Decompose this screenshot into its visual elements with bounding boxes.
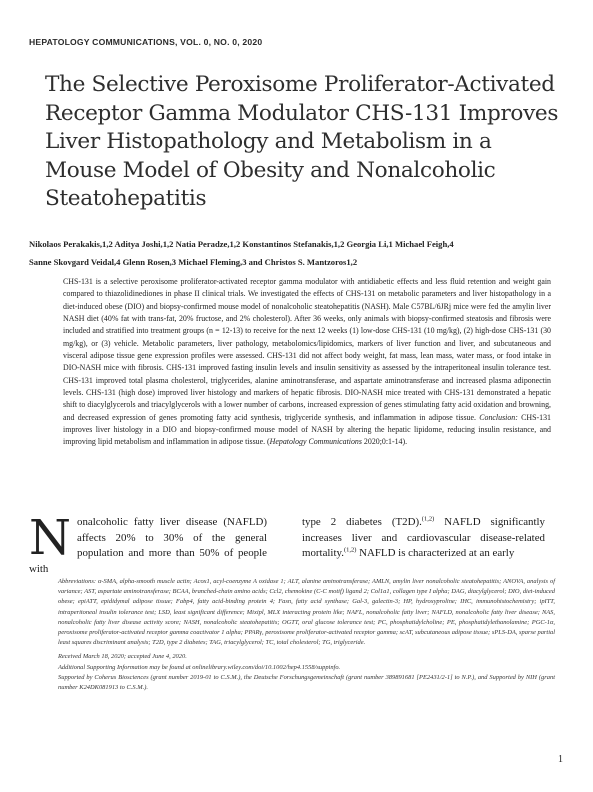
citation-ref-2: (1,2) [343, 546, 357, 554]
author-list [29, 235, 569, 271]
body-text-right-c: NAFLD is characterized at an early [356, 547, 515, 560]
body-text-left: onalcoholic fatty liver disease (NAFLD) affects 20% to 30% of the general population and more than 50% of people with [29, 516, 267, 575]
funding-note: Supported by Coherus Biosciences (grant number 2019-01 to C.S.M.), the Deutsche Forschungsgemeinschaft (grant number 389891681 [PE2431/2-1] to N.P.), and Supported by NIH (grant number K24DK081913 to C.S.M.). [58, 673, 555, 692]
citation-ref-1: (1,2) [421, 515, 435, 523]
footnotes [58, 577, 555, 693]
article-title: The Selective Peroxisome Proliferator-Activated Receptor Gamma Modulator CHS-131 Improves Liver Histopathology and Metabolism in a Mouse Model of Obesity and Nonalcoholic Steatohepatitis [45, 72, 559, 212]
abstract-main: CHS-131 is a selective peroxisome proliferator-activated receptor gamma modulator with antidiabetic effects and less fluid retention and weight gain compared to thiazolidinediones in phase II clinical trials. We investigated the effects of CHS-131 on metabolic parameters and liver histopathology in a diet-induced obese (DIO) and biopsy-confirmed mouse model of nonalcoholic steatohepatitis (NASH). Male C57BL/6JRj mice were fed the amylin liver NASH diet (40% fat with trans-fat, 20% fructose, and 2% cholesterol). After 36 weeks, only animals with biopsy-confirmed steatosis and fibrosis were included and stratified into treatment groups (n = 12-13) to receive for the next 12 weeks (1) low-dose CHS-131 (10 mg/kg), (2) high-dose CHS-131 (30 mg/kg), or (3) vehicle. Metabolic parameters, liver pathology, metabolomics/lipidomics, markers of liver function and liver, and subcutaneous and visceral adipose tissue gene expression profiles were assessed. CHS-131 did not affect body weight, fat mass, lean mass, water mass, or food intake in DIO-NASH mice with fibrosis. CHS-131 improved fasting insulin levels and insulin sensitivity as assessed by the intraperitoneal insulin tolerance test. CHS-131 improved total plasma cholesterol, triglycerides, alanine aminotransferase, and aspartate aminotransferase and increased plasma adiponectin levels. CHS-131 (high dose) improved liver histology and markers of hepatic fibrosis. DIO-NASH mice treated with CHS-131 demonstrated a hepatic shift to diacylglycerols and triacylglycerols with a lower number of carbons, increased expression of genes stimulating fatty acid oxidation and browning, and decreased expression of genes promoting fatty acid synthesis, triglyceride synthesis, and inflammation in adipose tissue. [63, 277, 551, 422]
conclusion-label: Conclusion: [479, 412, 518, 422]
citation-rest: 2020;0:1-14). [361, 437, 408, 447]
citation-journal: Hepatology Communications [269, 437, 362, 447]
page-number: 1 [558, 754, 563, 765]
abstract [63, 276, 551, 449]
author-line-2: Sanne Skovgard Veidal,4 Glenn Rosen,3 Michael Fleming,3 and Christos S. Mantzoros1,2 [29, 257, 358, 267]
received-note: Received March 18, 2020; accepted June 4, 2020. [58, 653, 187, 661]
supporting-info-note: Additional Supporting Information may be found at onlinelibrary.wiley.com/doi/10.1002/hep4.1558/suppinfo. [58, 663, 341, 671]
drop-cap: N [29, 510, 71, 566]
body-column-left [29, 510, 267, 577]
abstract-conclusion: CHS-131 improves liver histology in a DIO and biopsy-confirmed mouse model of NASH by altering the hepatic lipidome, reducing insulin resistance, and improving lipid metabolism and inflammation in adipose tissue. ( [63, 412, 551, 447]
body-column-right [302, 515, 545, 562]
body-text-right-b: NAFLD significantly increases liver and cardiovascular disease-related mortality. [302, 516, 545, 560]
journal-header: HEPATOLOGY COMMUNICATIONS, VOL. 0, NO. 0, 2020 [29, 37, 263, 47]
author-line-1: Nikolaos Perakakis,1,2 Aditya Joshi,1,2 Natia Peradze,1,2 Konstantinos Stefanakis,1,2 Georgia Li,1 Michael Feigh,4 [29, 239, 454, 249]
abbreviations-note: Abbreviations: α-SMA, alpha-smooth muscle actin; Acox1, acyl-coenzyme A oxidase 1; ALT, alanine aminotransferase; AMLN, amylin liver nonalcoholic steatohepatitis; ANOVA, analysis of variance; AST, aspartate aminotransferase; BCAA, branched-chain amino acids; Ccl2, chemokine (C-C motif) ligand 2; Col1a1, collagen type I alpha; DAG, diacylglycerol; DIO, diet-induced obese; epiATT, epididymal adipose tissue; Fabp4, fatty acid-binding protein 4; Fasn, fatty acid synthase; Gal-3, galectin-3; HP, hydroxyproline; IHC, immunohistochemistry; ipITT, intraperitoneal insulin tolerance test; LSD, least significant difference; Mixipl, MLX interacting protein like; NAFL, nonalcoholic fatty liver; NAFLD, nonalcoholic fatty liver disease; NAS, nonalcoholic fatty liver disease activity score; NASH, nonalcoholic steatohepatitis; OGTT, oral glucose tolerance test; PC, phosphatidylcholine; PE, phosphatidylethanolamine; PGC-1α, peroxisome proliferator-activated receptor gamma coactivator 1 alpha; PPARγ, peroxisome proliferator-activated receptor gamma; scAT, subcutaneous adipose tissue; sPLS-DA, sparse partial least squares discriminant analysis; T2D, type 2 diabetes; TAG, triacylglycerol; TC, total cholesterol; TG, triglyceride. [58, 578, 555, 647]
body-text-right-a: type 2 diabetes (T2D). [302, 516, 422, 528]
